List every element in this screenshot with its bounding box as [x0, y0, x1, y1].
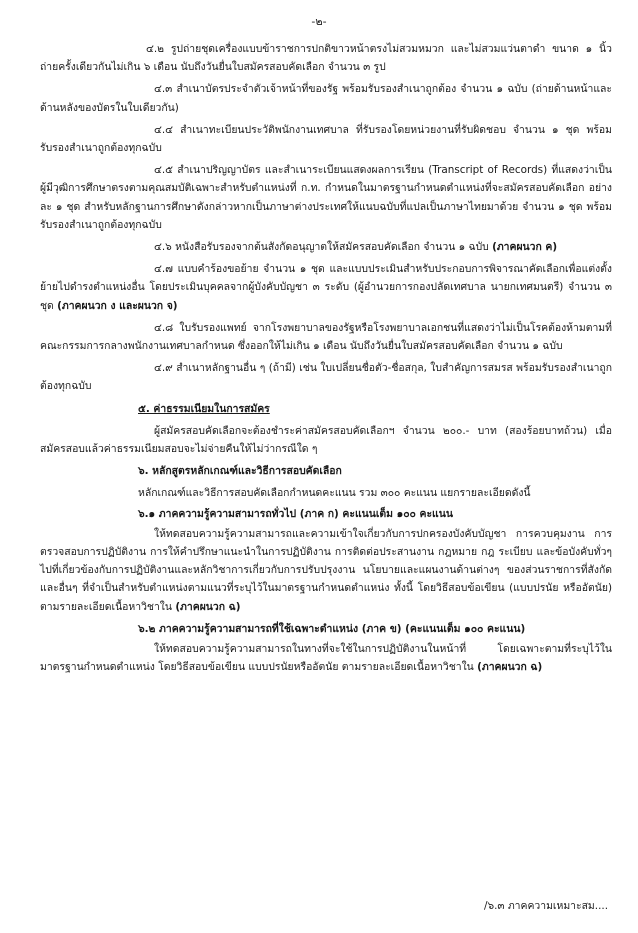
item-text: สำเนาบัตรประจำตัวเจ้าหน้าที่ของรัฐ พร้อมรับรองสำเนาถูกต้อง จำนวน ๑ ฉบับ (ถ่ายด้านหน้าและด้านหลังของบัตรในใบเดียวกัน) [40, 83, 612, 114]
item-4-8 [40, 319, 612, 355]
item-number: ๔.๓ [154, 83, 173, 96]
appendix-reference: (ภาคผนวก ฉ) [477, 661, 543, 674]
section-5-text: ผู้สมัครสอบคัดเลือกจะต้องชำระค่าสมัครสอบคัดเลือกฯ จำนวน ๒๐๐.- บาท (สองร้อยบาทถ้วน) เมื่อสมัครสอบแล้วค่าธรรมเนียมสอบจะไม่จ่ายคืนให้ไม่ว่ากรณีใด ๆ [40, 424, 612, 456]
section-6-2-title: ๖.๒ ภาคความรู้ความสามารถที่ใช้เฉพาะตำแหน่ง (ภาค ข) (คะแนนเต็ม ๑๐๐ คะแนน) [138, 622, 526, 635]
appendix-reference: (ภาคผนวก ค) [492, 241, 558, 254]
section-6-1-body: ให้ทดสอบความรู้ความสามารถและความเข้าใจเกี่ยวกับการปกครองบังคับบัญชา การควบคุมงาน การตรวจสอบการปฏิบัติงาน การให้คำปรึกษาแนะนำในการปฏิบัติงาน การติดต่อประสานงาน กฎหมาย กฎ ระเบียบ และข้อบังคับทั่วๆไปที่เกี่ยวข้องกับการปฏิบัติงานและหลักวิชาการเกี่ยวกับการปรับปรุงงาน นโยบายและแผนงานด้านต่างๆ ของส่วนราชการที่สังกัดและอื่นๆ ที่จำเป็นสำหรับตำแหน่งตามแนวที่ระบุไว้ในมาตรฐานกำหนดตำแหน่ง ทั้งนี้ โดยวิธีสอบข้อเขียน (แบบปรนัย หรืออัตนัย) ตามรายละเอียดเนื้อหาวิชาใน [40, 527, 612, 613]
item-number: ๔.๕ [154, 164, 174, 177]
section-6-1-text [40, 525, 612, 616]
document-body [40, 40, 612, 681]
item-number: ๔.๒ [146, 43, 165, 55]
appendix-reference: (ภาคผนวก ฉ) [175, 600, 241, 613]
appendix-reference: (ภาคผนวก ง และผนวก จ) [57, 299, 178, 312]
item-4-2 [40, 40, 612, 76]
item-text: หนังสือรับรองจากต้นสังกัดอนุญาตให้สมัครสอบคัดเลือก จำนวน ๑ ฉบับ [175, 241, 489, 254]
section-6-1-title: ๖.๑ ภาคความรู้ความสามารถทั่วไป (ภาค ก) คะแนนเต็ม ๑๐๐ คะแนน [138, 507, 453, 520]
section-6-2-text [40, 640, 612, 676]
section-6-2-body: ให้ทดสอบความรู้ความสามารถในทางที่จะใช้ในการปฏิบัติงานในหน้าที่ โดยเฉพาะตามที่ระบุไว้ในมาตรฐานกำหนดตำแหน่ง โดยวิธีสอบข้อเขียน แบบปรนัยหรืออัตนัย ตามรายละเอียดเนื้อหาวิชาใน [40, 643, 612, 674]
section-5-heading [40, 400, 612, 418]
item-4-7 [40, 260, 612, 315]
item-text: ใบรับรองแพทย์ จากโรงพยาบาลของรัฐหรือโรงพยาบาลเอกชนที่แสดงว่าไม่เป็นโรคต้องห้ามตามที่คณะกรรมการกลางพนักงานเทศบาลกำหนด ซึ่งออกให้ไม่เกิน ๑ เดือน นับถึงวันยื่นใบสมัครสอบคัดเลือก จำนวน ๑ ฉบับ [40, 321, 612, 353]
item-4-3 [40, 80, 612, 116]
continuation-note: /๖.๓ ภาคความเหมาะสม.... [484, 900, 608, 912]
item-text: สำเนาทะเบียนประวัติพนักงานเทศบาล ที่รับรองโดยหน่วยงานที่รับผิดชอบ จำนวน ๑ ชุด พร้อมรับรองสำเนาถูกต้องทุกฉบับ [40, 123, 612, 155]
section-5-title: ๕. ค่าธรรมเนียมในการสมัคร [138, 402, 270, 415]
item-number: ๔.๔ [154, 123, 174, 136]
section-6-intro: หลักเกณฑ์และวิธีการสอบคัดเลือกกำหนดคะแนน รวม ๓๐๐ คะแนน แยกรายละเอียดดังนี้ [138, 487, 531, 500]
item-4-9 [40, 359, 612, 395]
section-6-heading [40, 462, 612, 480]
item-number: ๔.๙ [154, 362, 173, 375]
section-6-2-heading [40, 620, 612, 638]
item-text: รูปถ่ายชุดเครื่องแบบข้าราชการปกติขาวหน้าตรงไม่สวมหมวก และไม่สวมแว่นตาดำ ขนาด ๑ นิ้ว ถ่ายครั้งเดียวกันไม่เกิน ๖ เดือน นับถึงวันยื่นใบสมัครสอบคัดเลือก จำนวน ๓ รูป [40, 43, 612, 74]
item-4-4 [40, 121, 612, 157]
item-4-6 [40, 238, 612, 256]
item-number: ๔.๖ [154, 241, 172, 254]
section-6-1-heading [40, 505, 612, 523]
item-number: ๔.๘ [154, 321, 174, 334]
item-text: สำเนาหลักฐานอื่น ๆ (ถ้ามี) เช่น ใบเปลี่ยนชื่อตัว-ชื่อสกุล, ใบสำคัญการสมรส พร้อมรับรองสำเนาถูกต้องทุกฉบับ [40, 362, 613, 393]
item-4-5 [40, 161, 612, 234]
item-number: ๔.๗ [154, 263, 173, 276]
section-6-title: ๖. หลักสูตรหลักเกณฑ์และวิธีการสอบคัดเลือก [138, 465, 342, 478]
page-number: -๒- [311, 15, 327, 28]
item-text: แบบคำร้องขอย้าย จำนวน ๑ ชุด และแบบประเมินสำหรับประกอบการพิจารณาคัดเลือกเพื่อแต่งตั้งย้ายไปดำรงตำแหน่งอื่น โดยประเมินบุคคลจากผู้บังคับบัญชา ๓ ระดับ (ผู้อำนวยการกองปลัดเทศบาล นายกเทศมนตรี) จำนวน ๓ ชุด [40, 263, 612, 312]
item-text: สำเนาปริญญาบัตร และสำเนาระเบียนแสดงผลการเรียน (Transcript of Records) ที่แสดงว่าเป็นผู้มีวุฒิการศึกษาตรงตามคุณสมบัติเฉพาะสำหรับตำแหน่งที่ ก.ท. กำหนดในมาตรฐานกำหนดตำแหน่งที่จะสมัครสอบคัดเลือก อย่างละ ๑ ชุด สำหรับหลักฐานการศึกษาดังกล่าวหากเป็นภาษาต่างประเทศให้แนบฉบับที่แปลเป็นภาษาไทยมาด้วย จำนวน ๑ ชุด พร้อมรับรองสำเนาถูกต้องทุกฉบับ [40, 164, 612, 231]
